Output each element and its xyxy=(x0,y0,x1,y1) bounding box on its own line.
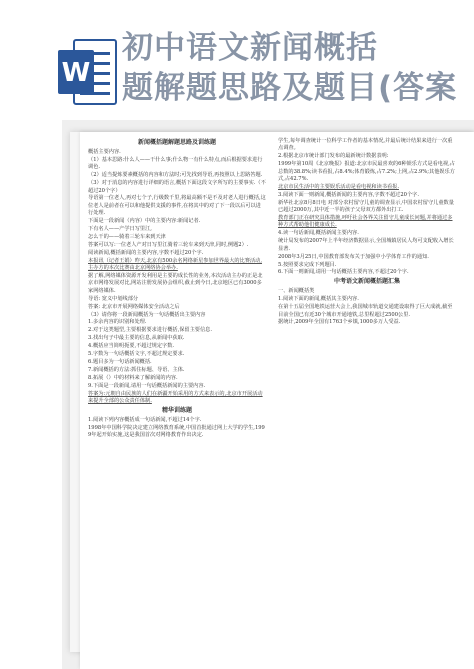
paragraph: 答案: 北京市开展网络媒体安全活动之后 xyxy=(88,303,180,310)
paragraph: 8.拓展（）中的材料来了解新闻的内容. xyxy=(88,374,178,381)
paragraph-underlined: 教育部门正在研究具体措施,呼吁社会各界关注留守儿童成长问题,并将通过多种方式帮助他们健康成长. xyxy=(278,215,453,229)
page-title xyxy=(122,28,474,108)
paragraph: 1.多余内容的识别和处理. xyxy=(88,319,147,326)
paragraph-underlined: 北京市民生活中的主要娱乐活动是看电视和读书看报. xyxy=(278,183,399,190)
paragraph: 9.下面是一段新闻,请用一句话概括新闻的主要内容. xyxy=(88,382,206,389)
paragraph-underlined: 本报讯（记者王娟）昨天,北京有500余名网络新星参加世界最大的比赛活动,主办方的本次比赛由北京网络协会举办. xyxy=(88,257,263,272)
paragraph: （3）对于消息的内容进行详细的语言,概括下面这段文字所写的主要事实.（不超过20个字） xyxy=(88,180,266,194)
paragraph: 导语: 宽义中划线部分 xyxy=(88,295,139,302)
paragraph: 据统计,2009年全国有1763个乡镇,1000多万人受益. xyxy=(278,319,401,326)
paragraph: 6.题目多为一句话新闻概括. xyxy=(88,358,152,365)
paragraph: 下面是一段新闻（内容）中的主要内容:新闻记者. xyxy=(88,218,201,225)
section-heading: 精华训练题 xyxy=(161,406,192,414)
paragraph: 5.字数为一句话概括文字,不超过规定要求. xyxy=(88,351,185,358)
paragraph: 概括主要内容. xyxy=(88,149,121,155)
svg-text:W: W xyxy=(61,58,91,88)
paragraph: 1998年中国科学院决定建立网络教育系统,中国首批通过网上大学的学生,1999年起开始实施,这是我国首次对网络教育作出决定. xyxy=(88,424,265,439)
paragraph: 统计局发布的2007年上半年经济数据显示,全国城镇居民人均可支配收入增长显著. xyxy=(278,238,454,252)
header-banner xyxy=(0,0,474,135)
paragraph: 1999年第10周《北京晚报》报道:北京市民最喜欢的6种娱乐方式是看电视,占总数的38.8%;读书看报,占8.4%;体育锻炼,占7.2%;上网,占2.9%;其他娱乐方式,占42.7%. xyxy=(278,161,455,183)
doc-title: 新闻概括题解题思路及训练题 xyxy=(137,139,216,146)
paragraph: 2.根据北京市统计部门发布的最新统计数据表明: xyxy=(278,153,389,160)
paragraph: 阅读新闻,概括新闻的主要内容,字数不超过20个字. xyxy=(88,249,204,256)
title-line-2: 题解题思路及题目(答案 xyxy=(122,70,458,106)
document-page xyxy=(80,132,474,669)
paragraph-underlined: 答案为:元朝自由民族的人们在新疆开始采用的方式来表示的,北京市开展活动来提升全部的公众责任体制. xyxy=(88,390,263,404)
subsection-heading: 一、新闻概括类 xyxy=(278,288,315,295)
paragraph: 3.阅读下面一则新闻,概括新闻的主要内容,字数不超过20个字. xyxy=(278,191,419,198)
paragraph: 2.对于这类题型,主要根据要求进行概括,保留主要信息. xyxy=(88,327,213,334)
paragraph: 据了解,网络媒体资源开发利用是主要的成长性的业务,本次活动主办的正是北京市网络发展对比,网站注册发展协会组织,截止到今日,北京地区已有3000多家网络媒体. xyxy=(88,273,263,294)
left-column xyxy=(88,138,266,440)
paragraph: 4.读一句话新闻,概括新闻主要内容. xyxy=(278,230,359,237)
paragraph: 3.找出句子中最主要的信息,从新闻中获取. xyxy=(88,335,185,342)
paragraph: （2）适当提炼要素概括的内容和方法时;可先找到导语,再按照以上思路答题. xyxy=(88,172,263,179)
title-line-1: 初中语文新闻概括 xyxy=(122,30,378,66)
paragraph: 下有名人——产学日写里江, xyxy=(88,226,152,233)
paragraph: 2008年3月25日,中国教育部发布关于加强中小学体育工作的通知. xyxy=(278,253,429,260)
paragraph: 在第十五届全国地铁运营大会上,我国城市轨道交通建设取得了巨大成就,截至目前全国已有近30个城市开通地铁,总里程超过2500公里. xyxy=(278,304,453,318)
word-doc-icon xyxy=(58,36,118,108)
section-heading: 中考语文新闻概括题汇集 xyxy=(333,278,400,286)
paragraph: 怎么干的——骑着三轮车来到天津 xyxy=(88,233,166,240)
paragraph: （1）基本思路:什么人——干什么事;什么物一有什么特点,而后根据要求进行调色. xyxy=(88,156,263,171)
paragraph: 新华社北京8月8日电 对部分农村留守儿童的调查显示,中国农村留守儿童数量已超过2000万,其中近一半的孩子父母双方都外出打工. xyxy=(278,199,454,214)
right-column xyxy=(278,138,456,327)
paragraph: 1.阅读下面的新闻,概括其主要内容. xyxy=(278,296,359,303)
paragraph: 6.下面一则新闻,请用一句话概括主要内容,不超过20个字. xyxy=(278,269,409,276)
paragraph: 4.概括应当简明扼要,不超过规定字数. xyxy=(88,343,175,350)
paragraph: 答案可以写:一位老人产对日写里江骑着三轮车来到天津,同时,例题2）. xyxy=(88,241,249,248)
paragraph: 学生,每年调查统计一位科学工作者的基本情况,并最后统计结果来进行一次重点调查。 xyxy=(278,138,453,152)
paragraph: 7.新闻概括的方法:抓住标题、导语、主体. xyxy=(88,366,185,373)
paragraph: （3）请你将一段新闻概括为一句话概括出主要内容 xyxy=(88,311,206,318)
paragraph: 1.阅读下列内容概括成一句话新闻,不超过14个字. xyxy=(88,416,202,423)
paragraph: 导语第一位老人,再对七个子,行级数千里,将最高额不是不及对老人进行概括,这位老人是前者在可以和他提供支援的事件,在将其中的对了下一段以后可以进行处理. xyxy=(88,195,266,217)
paragraph: 5.按照要求完成下列题目. xyxy=(278,261,337,268)
